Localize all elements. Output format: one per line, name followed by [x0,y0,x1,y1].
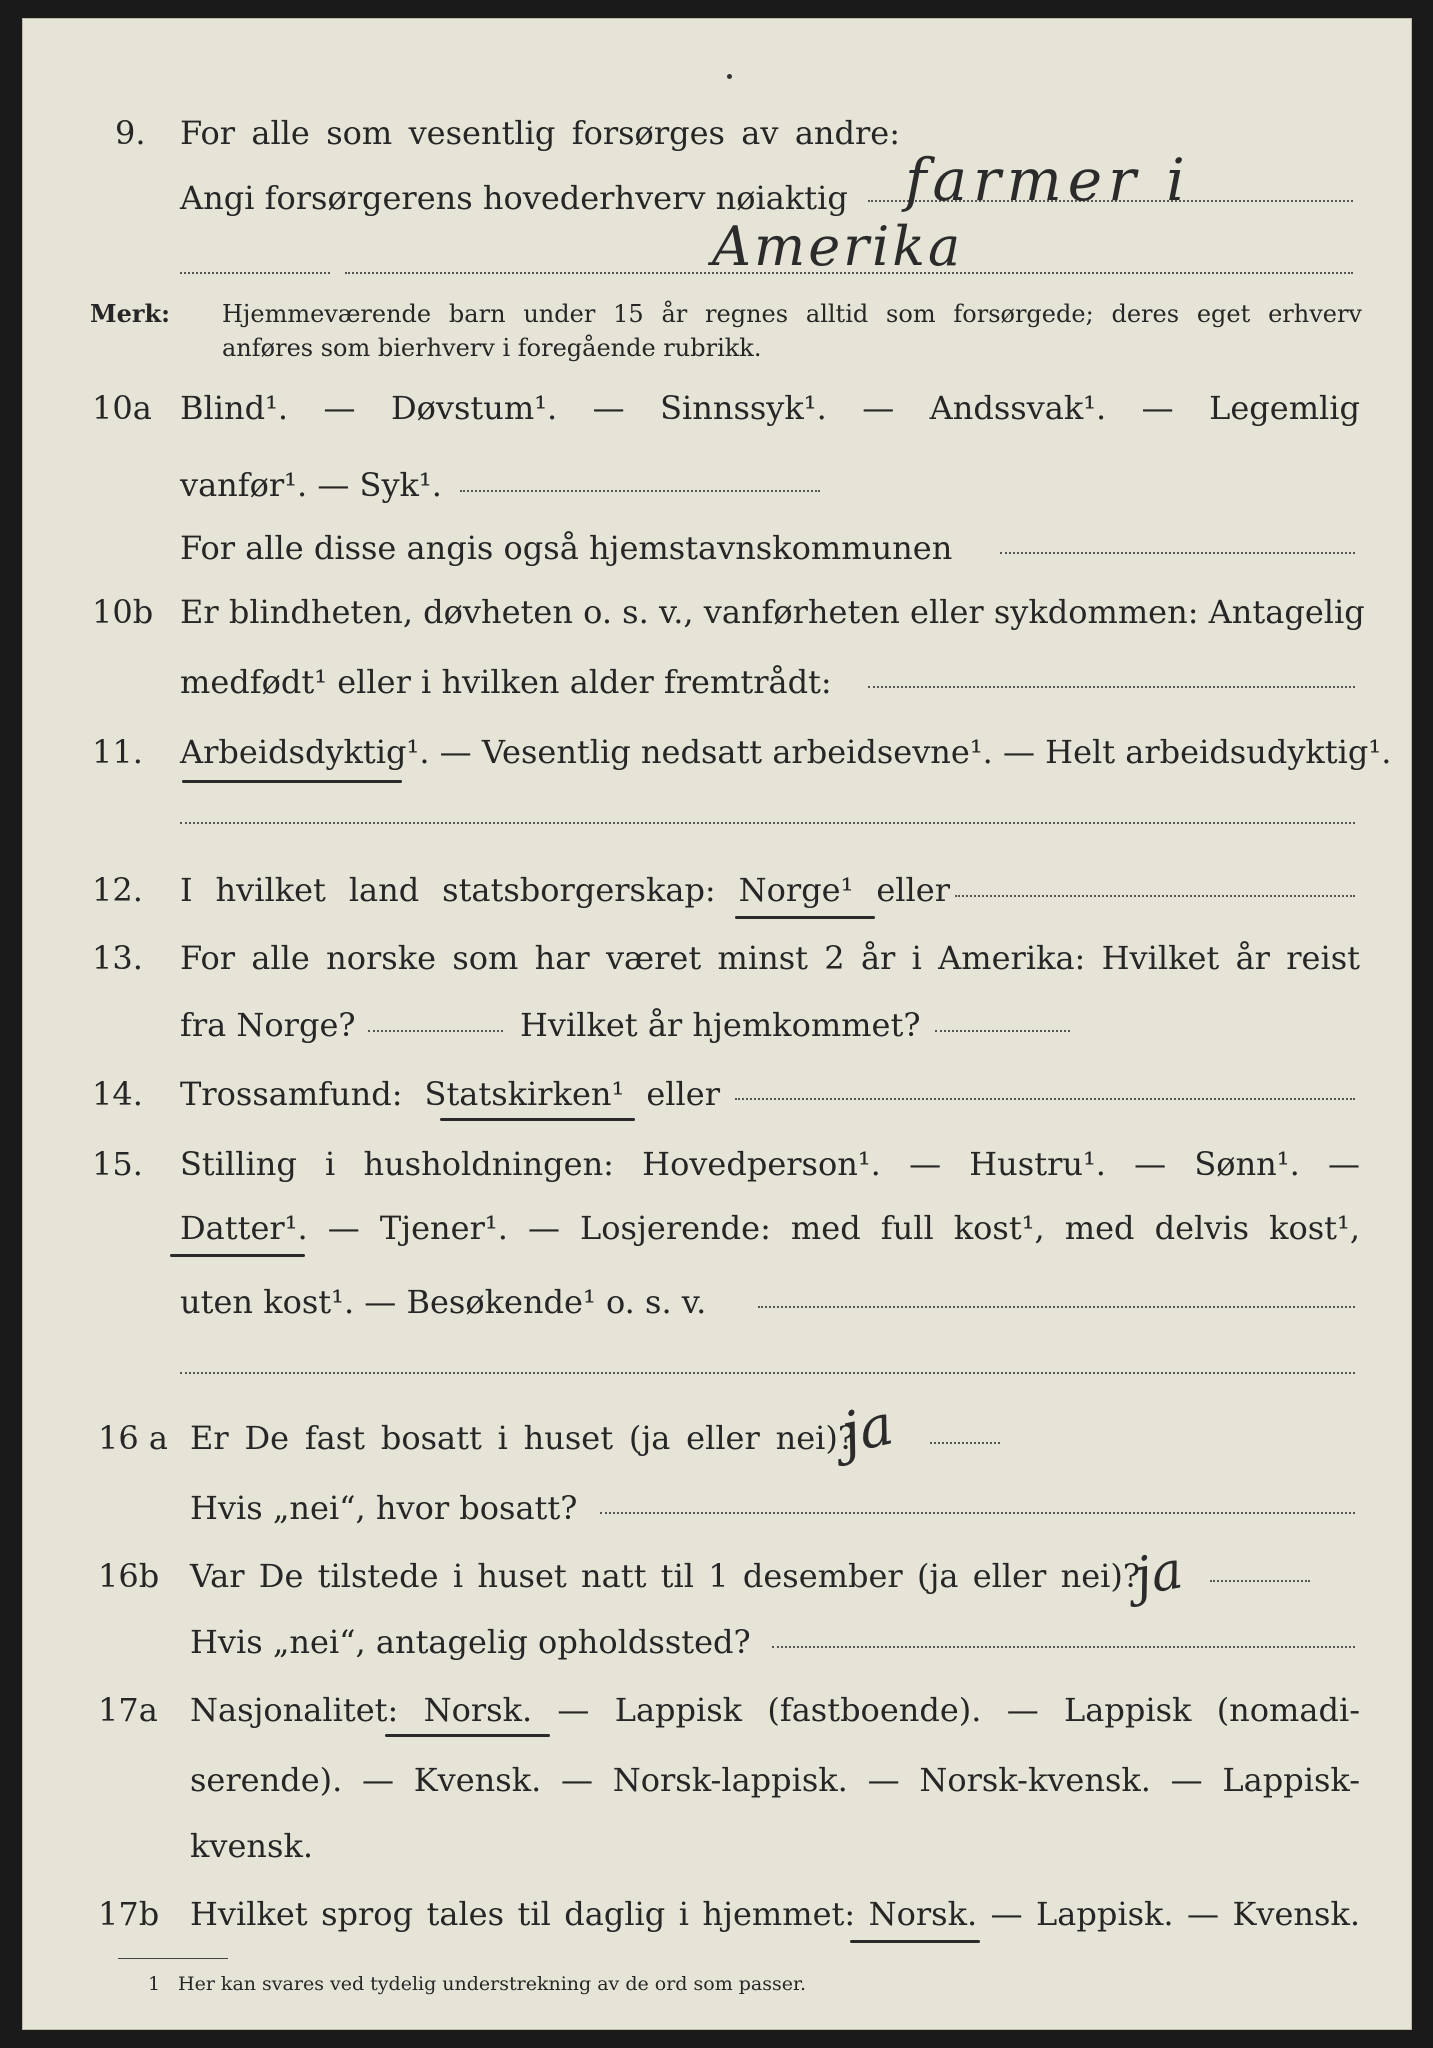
q9-line2: Angi forsørgerens hovederhverv nøiaktig [180,179,848,217]
merk-line2: anføres som bierhverv i foregående rubrikk. [222,334,762,362]
q17b-line1: Hvilket sprog tales til daglig i hjemmet: Norsk. — Lappisk. — Kvensk. [190,1895,1360,1933]
q9-line1: For alle som vesentlig forsørges av andre: [180,114,900,152]
q11-number: 11. [92,733,143,771]
q16b-number: 16b [98,1557,160,1595]
q14-line1: Trossamfund: Statskirken¹ eller [180,1075,720,1113]
q13-year-returned-line [935,1030,1070,1032]
q10b-answer-line [868,686,1355,688]
q11-line1: Arbeidsdyktig¹. — Vesentlig nedsatt arbeidsevne¹. — Helt arbeidsudyktig¹. [180,733,1392,771]
q10a-line1: Blind¹. — Døvstum¹. — Sinnssyk¹. — Andssvak¹. — Legemlig [180,389,1360,427]
q16a-line1: Er De fast bosatt i huset (ja eller nei)? [190,1419,855,1457]
q15-line3: uten kost¹. — Besøkende¹ o. s. v. [180,1283,707,1321]
q15-line1: Stilling i husholdningen: Hovedperson¹. — Hustru¹. — Sønn¹. — [180,1145,1360,1183]
q12-answer-line [955,895,1355,897]
q14-number: 14. [92,1075,143,1113]
q10b-line1: Er blindheten, døvheten o. s. v., vanførheten eller sykdommen: Antagelig [180,593,1365,631]
q16b-answer-line [1210,1580,1310,1582]
q17b-number: 17b [98,1895,160,1933]
q16a-line2: Hvis „nei“, hvor bosatt? [190,1489,578,1527]
q14-answer-line [735,1098,1355,1100]
q15-number: 15. [92,1145,143,1183]
footnote-rule [118,1958,228,1959]
q9-answer-line2a [180,272,330,274]
q11-underline-arbeidsdyktig [182,780,402,783]
q15-extra-line [180,1372,1355,1374]
q13-year-left-line [368,1030,503,1032]
q13-line2b: Hvilket år hjemkommet? [520,1006,921,1044]
q11-extra-line [180,822,1355,824]
q14-underline-statskirken [440,1118,635,1121]
merk-line1: Hjemmeværende barn under 15 år regnes alltid som forsørgede; deres eget erhverv [222,300,1362,328]
q10a-number: 10a [92,389,152,427]
q16a-answer-line [930,1442,1000,1444]
q9-answer-place: Amerika [712,215,964,278]
q17a-line3: kvensk. [190,1827,313,1865]
q9-answer-occupation: farmer i [905,146,1191,214]
q10a-line2: vanfør¹. — Syk¹. [180,466,442,504]
q13-line2a: fra Norge? [180,1006,356,1044]
q12-line1: I hvilket land statsborgerskap: Norge¹ eller [180,871,950,909]
q17a-line1: Nasjonalitet: Norsk. — Lappisk (fastboende). — Lappisk (nomadi- [190,1691,1360,1729]
q16a-answer: ja [835,1392,899,1467]
q9-number: 9. [115,114,146,152]
q15-line2: Datter¹. — Tjener¹. — Losjerende: med full kost¹, med delvis kost¹, [180,1209,1360,1247]
ink-dot [727,74,732,79]
q15-underline-datter [170,1254,305,1257]
q13-number: 13. [92,939,143,977]
q10a-line3: For alle disse angis også hjemstavnskommunen [180,529,953,567]
footnote-mark: 1 [148,1973,161,1995]
q17a-underline-norsk [385,1734,550,1737]
q10b-line2: medfødt¹ eller i hvilken alder fremtrådt: [180,663,832,701]
q15-answer-line [758,1306,1355,1308]
q12-underline-norge [735,916,875,919]
q16a-address-line [600,1512,1355,1514]
q16b-answer: ja [1130,1540,1187,1608]
q17a-line2: serende). — Kvensk. — Norsk-lappisk. — Norsk-kvensk. — Lappisk- [190,1761,1360,1799]
q12-number: 12. [92,871,143,909]
q10a-answer-line [460,490,820,492]
q17b-underline-norsk [850,1940,980,1943]
footnote-text: Her kan svares ved tydelig understrekning av de ord som passer. [178,1973,807,1995]
q10b-number: 10b [92,593,154,631]
q10a-hometown-line [1000,552,1355,554]
merk-label: Merk: [90,299,170,328]
q16a-number: 16 a [98,1419,168,1457]
q16b-location-line [772,1646,1355,1648]
q17a-number: 17a [98,1691,158,1729]
q16b-line1: Var De tilstede i huset natt til 1 desember (ja eller nei)? [190,1557,1140,1595]
q16b-line2: Hvis „nei“, antagelig opholdssted? [190,1623,751,1661]
q13-line1: For alle norske som har været minst 2 år i Amerika: Hvilket år reist [180,939,1360,977]
